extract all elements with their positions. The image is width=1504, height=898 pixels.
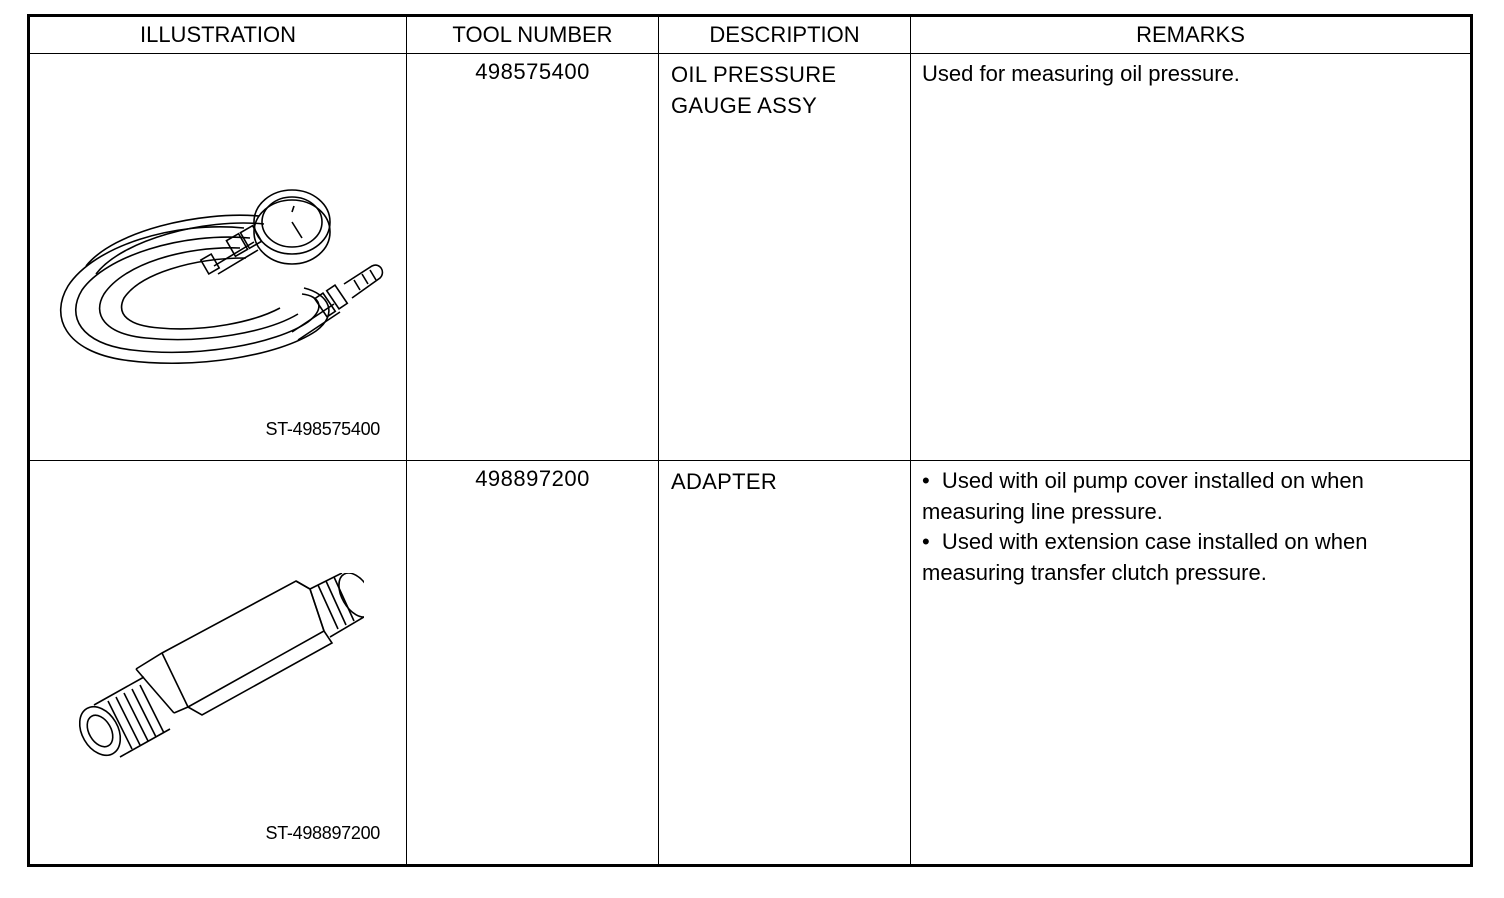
description-line: GAUGE ASSY <box>671 93 818 118</box>
illustration-cell <box>29 461 407 866</box>
remarks-line: • Used with extension case installed on when <box>922 529 1368 554</box>
remarks-line: measuring transfer clutch pressure. <box>922 559 1267 585</box>
tool-number-cell <box>407 54 659 461</box>
tool-number: 498897200 <box>475 466 590 491</box>
table-row <box>29 54 1472 461</box>
adapter-fitting-icon <box>74 573 364 773</box>
illustration-code: ST-498897200 <box>265 823 380 843</box>
remarks-line: • Used with oil pump cover installed on when <box>922 468 1364 493</box>
description-cell <box>659 54 911 461</box>
description-line: ADAPTER <box>671 469 778 494</box>
special-tools-table <box>27 14 1473 867</box>
remarks-line: measuring line pressure. <box>922 498 1163 524</box>
header-illustration: ILLUSTRATION <box>29 16 407 54</box>
tool-number: 498575400 <box>475 59 590 84</box>
description-cell <box>659 461 911 866</box>
header-description: DESCRIPTION <box>659 16 911 54</box>
description-line: OIL PRESSURE <box>671 62 837 87</box>
illustration-code: ST-498575400 <box>265 419 380 439</box>
oil-pressure-gauge-icon <box>54 166 384 396</box>
tool-number-cell <box>407 461 659 866</box>
table-row <box>29 461 1472 866</box>
remarks-cell <box>911 54 1472 461</box>
illustration-cell <box>29 54 407 461</box>
remarks <box>911 461 1470 588</box>
remarks-cell <box>911 461 1472 866</box>
header-tool-number: TOOL NUMBER <box>407 16 659 54</box>
header-remarks: REMARKS <box>911 16 1472 54</box>
description <box>659 54 910 121</box>
remarks <box>911 54 1470 90</box>
table-header-row <box>29 16 1472 54</box>
description <box>659 461 910 497</box>
remarks-line: Used for measuring oil pressure. <box>922 61 1240 86</box>
